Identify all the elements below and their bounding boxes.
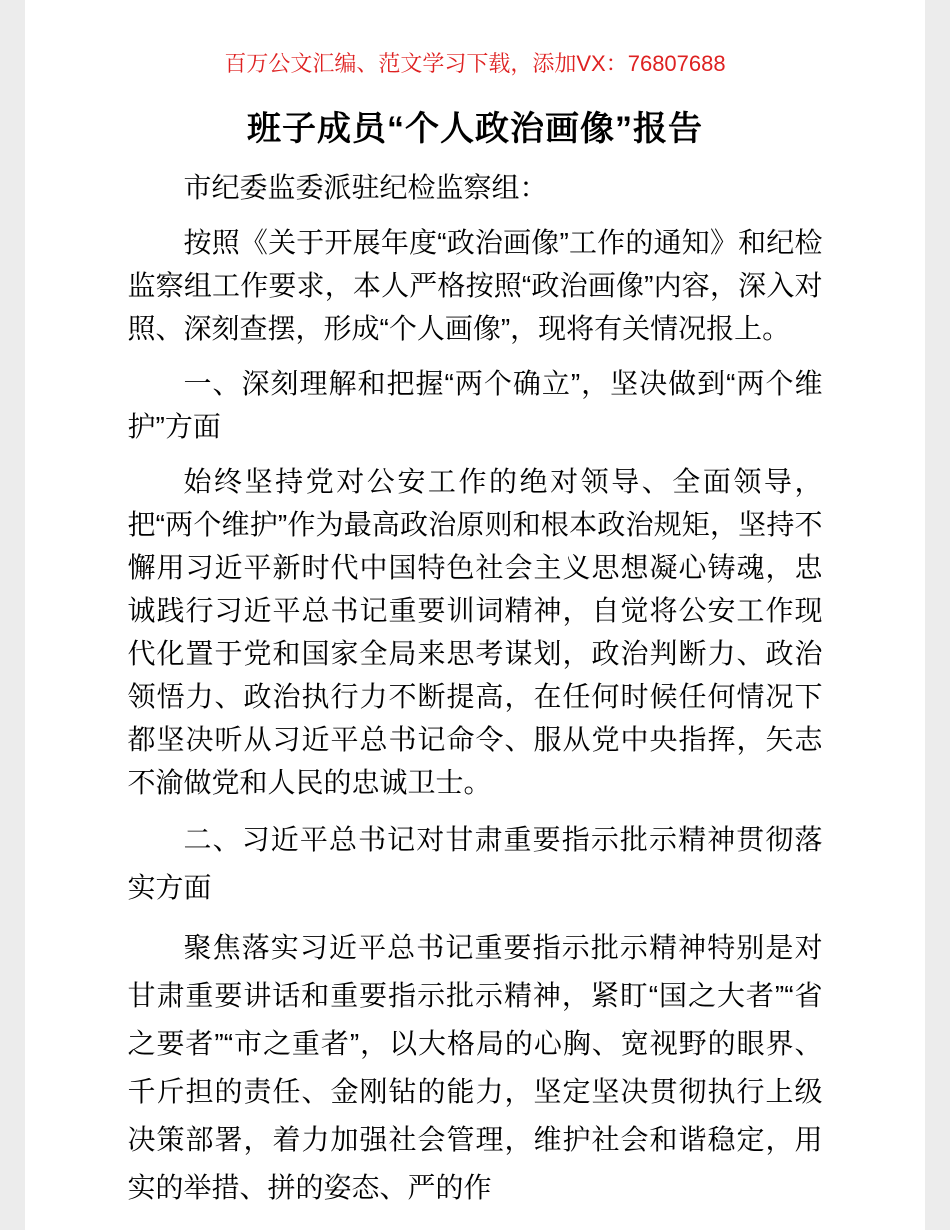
section-2-heading: 二、习近平总书记对甘肃重要指示批示精神贯彻落实方面 [127, 824, 823, 903]
document-title: 班子成员“个人政治画像”报告 [247, 110, 703, 148]
salutation-line: 市纪委监委派驻纪检监察组： [183, 172, 548, 203]
promo-banner: 百万公文汇编、范文学习下载，添加VX：76807688 [224, 51, 726, 76]
section-1-heading: 一、深刻理解和把握“两个确立”，坚决做到“两个维护”方面 [127, 368, 823, 442]
intro-paragraph: 按照《关于开展年度“政治画像”工作的通知》和纪检监察组工作要求，本人严格按照“政治画像”内容，深入对照、深刻查摆，形成“个人画像”，现将有关情况报上。 [127, 227, 823, 344]
section-2-paragraph: 聚焦落实习近平总书记重要指示批示精神特别是对甘肃重要讲话和重要指示批示精神，紧盯“国之大者”“省之要者”“市之重者”，以大格局的心胸、宽视野的眼界、千斤担的责任、金刚钻的能力，坚定坚决贯彻执行上级决策部署，着力加强社会管理，维护社会和谐稳定，用实的举措、拼的姿态、严的作 [127, 932, 823, 1203]
section-1-paragraph: 始终坚持党对公安工作的绝对领导、全面领导，把“两个维护”作为最高政治原则和根本政治规矩，坚持不懈用习近平新时代中国特色社会主义思想凝心铸魂，忠诚践行习近平总书记重要训词精神，自觉将公安工作现代化置于党和国家全局来思考谋划，政治判断力、政治领悟力、政治执行力不断提高，在任何时候任何情况下都坚决听从习近平总书记命令、服从党中央指挥，矢志不渝做党和人民的忠诚卫士。 [127, 466, 823, 798]
document-page [25, 0, 925, 1230]
document-body [128, 166, 823, 1212]
